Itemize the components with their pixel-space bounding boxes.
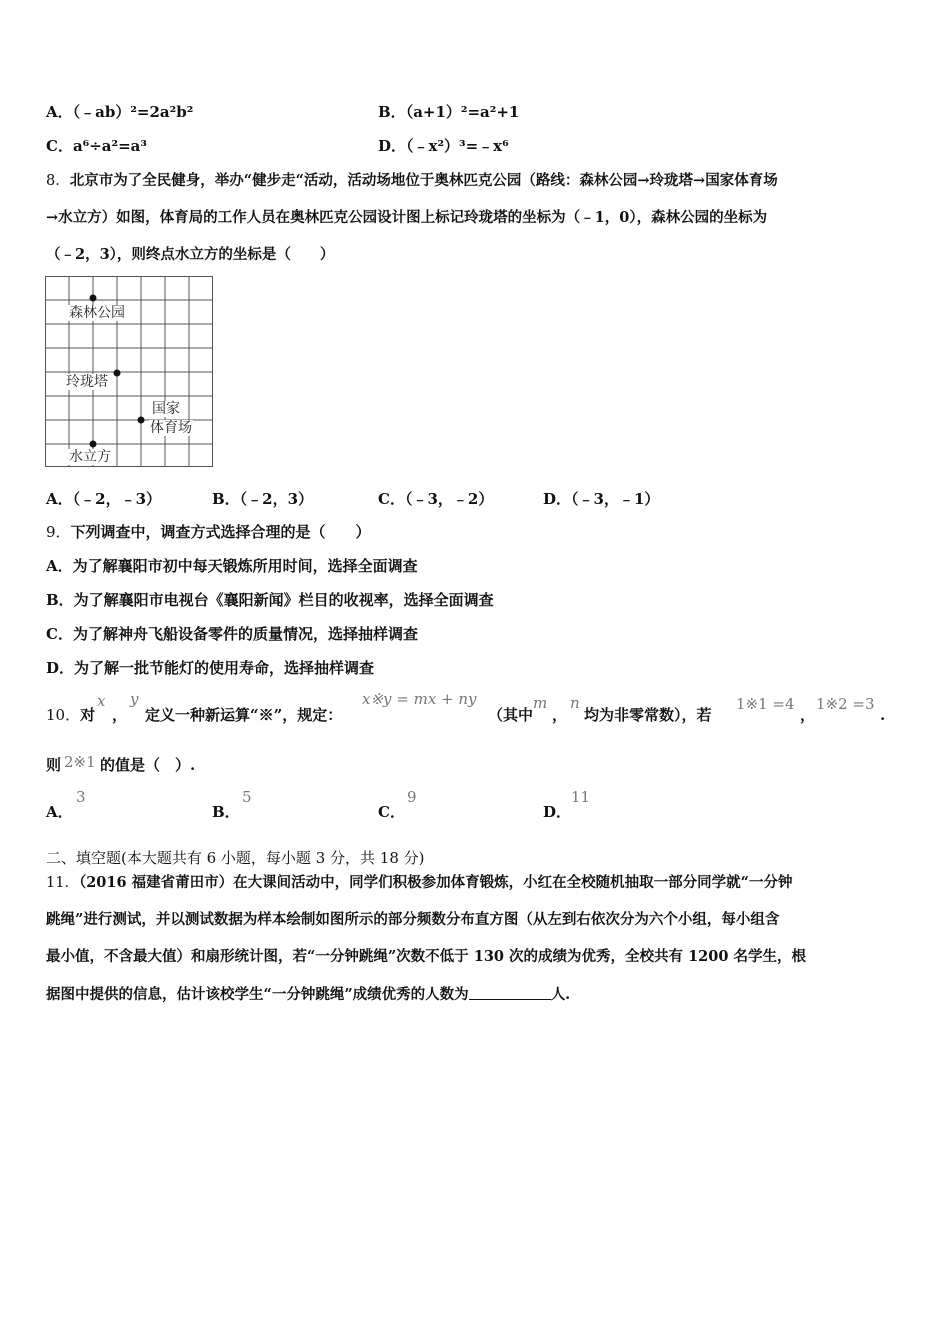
water-cube-point [90,441,97,448]
q10-expression: 2※1 [64,753,96,771]
forest-park-label: 森林公园 [69,305,125,321]
q10-text-1: 对 [80,706,96,724]
q8-line1-text: 北京市为了全民健身，举办“健步走“活动，活动场地位于奥林匹克公园（路线：森林公园→玲珑塔→国家体育场 [69,172,778,189]
q10-period: . [880,706,886,724]
q9-stem [46,522,371,542]
q10-text-5: 则 [46,756,62,774]
q9-option-a: A．为了解襄阳市初中每天锻炼所用时间，选择全面调查 [46,557,418,575]
national-stadium-label-2: 体育场 [150,420,192,436]
q9-option-b: B．为了解襄阳市电视台《襄阳新闻》栏目的收视率，选择全面调查 [46,591,494,609]
q7-option-a [46,102,193,122]
q10-text-3: （其中 [488,706,534,724]
q11-line3: 最小值，不含最大值）和扇形统计图，若“一分钟跳绳”次数不低于 130 次的成绩为优秀，全校共有 1200 名学生，根 [46,948,806,965]
q7-option-d-text: （﹣x²）³=﹣x⁶ [406,137,509,155]
q10-text-6: 的值是（ ）. [100,756,196,774]
q10-number: 10． [46,706,81,724]
q11-line4 [46,985,570,1005]
q10-option-c-label: C． [378,803,405,821]
park-map [45,276,213,467]
q7-option-b-label: B． [378,103,406,121]
q7-option-b [378,102,519,122]
q10-comma-1: ， [112,706,128,724]
q8-stem-line3: （﹣2，3），则终点水立方的坐标是（ ） [46,246,335,263]
q10-var-x: x [97,692,106,710]
q10-comma-3: ， [800,706,816,724]
q11-line4-end: 人. [550,986,571,1003]
q10-number-part [46,705,95,725]
q11-line2: 跳绳”进行测试，并以测试数据为样本绘制如图所示的部分频数分布直方图（从左到右依次分为六个小组，每小组含 [46,911,780,928]
q10-var-y: y [130,690,139,708]
q11-line1-text: （2016 福建省莆田市）在大课间活动中，同学们积极参加体育锻炼，小红在全校随机抽取一部分同学就“一分钟 [78,874,793,891]
q10-rule: x※y = mx + ny [362,690,477,708]
q10-var-n: n [570,694,580,712]
q9-number: 9． [46,523,71,541]
forest-park-point [90,295,97,302]
q9-option-c: C．为了解神舟飞船设备零件的质量情况，选择抽样调查 [46,625,418,643]
linglong-tower-point [114,370,121,377]
q7-option-c [46,136,147,156]
q11-line1 [46,873,792,893]
q8-option-d: D．（﹣3，﹣1） [543,490,660,508]
q7-option-b-text: （a+1）²=a²+1 [405,103,520,121]
q7-option-d-label: D． [378,137,407,155]
q10-condition-2: 1※2 =3 [816,695,875,713]
national-stadium-label-1: 国家 [152,401,180,417]
q8-option-a: A．（﹣2，﹣3） [46,490,162,508]
q11-number: 11． [46,875,79,891]
q7-option-c-label: C． [46,137,73,155]
q10-option-a-label: A． [46,803,73,821]
q10-condition-1: 1※1 =4 [736,695,795,713]
q9-stem-text: 下列调查中，调查方式选择合理的是（ ） [70,523,371,541]
q10-option-a-value: 3 [76,788,86,806]
national-stadium-point [138,417,145,424]
section-2-title: 二、填空题(本大题共有 6 小题，每小题 3 分，共 18 分) [46,849,425,867]
q7-option-d [378,136,509,156]
q10-text-2: 定义一种新运算“※”，规定： [145,706,343,724]
q8-number: 8． [46,173,70,189]
q10-option-d-value: 11 [571,788,591,806]
q8-option-c: C．（﹣3，﹣2） [378,490,494,508]
q10-option-b-value: 5 [242,788,252,806]
q8-stem-line2: →水立方）如图，体育局的工作人员在奥林匹克公园设计图上标记玲珑塔的坐标为（﹣1，0），森林公园的坐标为 [46,209,768,226]
q7-option-a-text: （﹣ab）²=2a²b² [72,103,194,121]
q10-option-b-label: B． [212,803,240,821]
linglong-tower-label: 玲珑塔 [66,374,108,390]
q9-option-d: D．为了解一批节能灯的使用寿命，选择抽样调查 [46,659,375,677]
q10-option-c-value: 9 [407,788,417,806]
q7-option-c-text: a⁶÷a²=a³ [72,137,147,155]
q11-line4-text: 据图中提供的信息，估计该校学生“一分钟跳绳”成绩优秀的人数为 [46,986,469,1003]
q7-option-a-label: A． [46,103,73,121]
water-cube-label: 水立方 [69,449,111,465]
q8-option-b: B．（﹣2，3） [212,490,314,508]
q8-stem-line1 [46,171,778,191]
q10-comma-2: ， [552,706,568,724]
answer-blank[interactable] [469,985,551,1000]
q10-var-m: m [533,694,548,712]
q10-option-d-label: D． [543,803,572,821]
q10-text-4: 均为非零常数），若 [584,706,712,724]
